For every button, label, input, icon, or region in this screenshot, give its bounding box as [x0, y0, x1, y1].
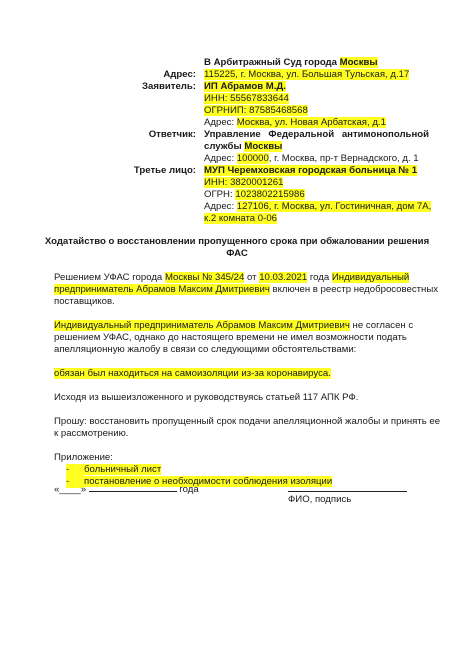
court-city: Москвы	[339, 57, 378, 68]
defendant-line2: службы Москвы	[204, 141, 283, 152]
paragraph-2-line-2: решением УФАС, однако до настоящего времени не имел возможности подать	[54, 332, 407, 343]
month-blank-line	[89, 482, 177, 492]
court-name: В Арбитражный Суд города	[204, 57, 340, 68]
applicant-ogrnip: ОГРНИП: 87585468568	[204, 105, 308, 116]
attachments-label: Приложение:	[54, 452, 113, 463]
paragraph-2: Индивидуальный предприниматель Абрамов Максим Дмитриевич не согласен с	[54, 320, 414, 331]
document-title-2: ФАС	[226, 248, 248, 259]
applicant-inn: ИНН: 55567833644	[204, 93, 289, 104]
third-party-ogrn: ОГРН: 1023802215986	[204, 189, 305, 200]
applicant-name: ИП Абрамов М.Д.	[204, 81, 286, 92]
defendant-label: Ответчик:	[148, 129, 196, 140]
paragraph-1: Решением УФАС города Москвы № 345/24 от 10.03.2021 года Индивидуальный	[54, 272, 410, 283]
defendant-address: Адрес: 100000, г. Москва, пр-т Вернадского, д. 1	[204, 153, 419, 164]
defendant-line1: Управление Федеральной антимонопольной	[204, 129, 429, 140]
third-party-label: Третье лицо:	[133, 165, 196, 176]
attachment-item: - постановление о необходимости соблюдения изоляции	[66, 476, 333, 487]
third-party-name: МУП Черемховская городская больница № 1	[204, 165, 418, 176]
attachment-item: - больничный лист	[66, 464, 162, 475]
court-line	[204, 57, 378, 69]
paragraph-1-line-3: поставщиков.	[54, 296, 115, 307]
third-party-inn: ИНН: 3820001261	[204, 177, 284, 188]
applicant-label: Заявитель:	[142, 81, 196, 92]
paragraph-2-line-3: апелляционную жалобу в связи со следующими обстоятельствами:	[54, 344, 357, 355]
signature-label: ФИО, подпись	[288, 494, 352, 505]
applicant-address: Адрес: Москва, ул. Новая Арбатская, д.1	[204, 117, 386, 128]
third-party-address: Адрес: 127106, г. Москва, ул. Гостиничная, дом 7А,	[204, 201, 432, 212]
paragraph-3: обязан был находиться на самоизоляции из-за коронавируса.	[54, 368, 331, 379]
paragraph-4: Исходя из вышеизложенного и руководствуясь статьей 117 АПК РФ.	[54, 392, 359, 403]
address-label: Адрес:	[163, 69, 196, 80]
paragraph-5: Прошу: восстановить пропущенный срок подачи апелляционной жалобы и принять ее	[54, 416, 441, 427]
date-field: «____» года	[54, 484, 199, 495]
paragraph-1-line-2: предприниматель Абрамов Максим Дмитриевич включен в реестр недобросовестных	[54, 284, 439, 295]
paragraph-5-line-2: к рассмотрению.	[54, 428, 129, 439]
document-title: Ходатайство о восстановлении пропущенного срока при обжаловании решения	[44, 236, 430, 247]
third-party-address-2: к.2 комната 0-06	[204, 213, 278, 224]
court-address: 115225, г. Москва, ул. Большая Тульская, д.17	[204, 69, 410, 80]
